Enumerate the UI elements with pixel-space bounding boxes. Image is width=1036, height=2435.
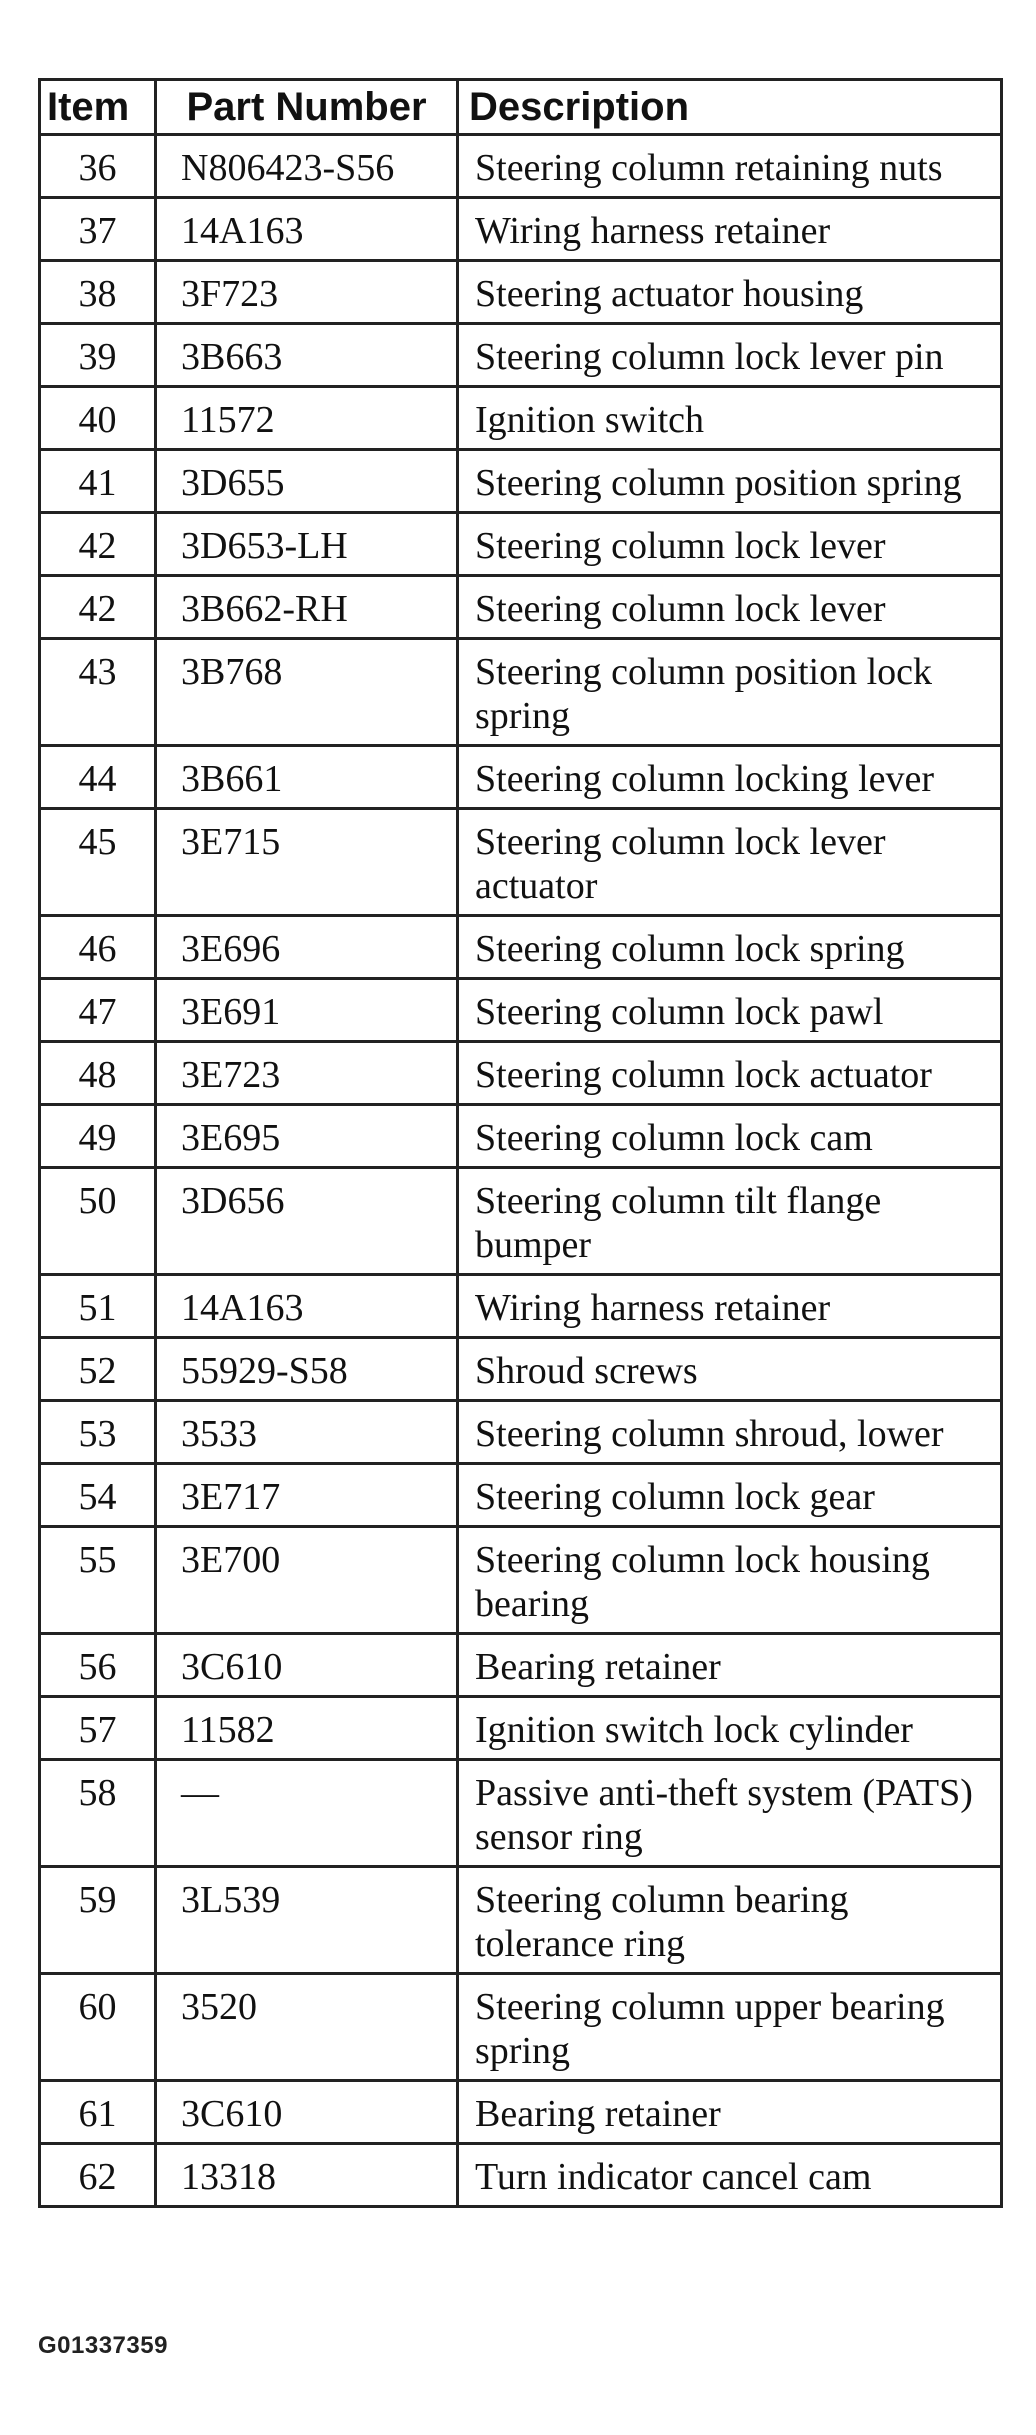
description-cell: Steering column lock cam — [458, 1105, 1002, 1168]
part-number-cell: 3D655 — [156, 450, 458, 513]
table-row — [40, 639, 1002, 746]
item-cell: 61 — [40, 2081, 156, 2144]
description-cell: Steering column lock lever — [458, 513, 1002, 576]
table-row — [40, 1401, 1002, 1464]
item-cell: 42 — [40, 576, 156, 639]
table-row — [40, 1867, 1002, 1974]
table-row — [40, 1168, 1002, 1275]
part-number-cell: 3E691 — [156, 979, 458, 1042]
part-number-cell: 3520 — [156, 1974, 458, 2081]
description-cell: Ignition switch — [458, 387, 1002, 450]
item-cell: 44 — [40, 746, 156, 809]
part-number-cell: 3E696 — [156, 916, 458, 979]
item-cell: 49 — [40, 1105, 156, 1168]
table-row — [40, 1105, 1002, 1168]
table-row — [40, 513, 1002, 576]
item-cell: 59 — [40, 1867, 156, 1974]
table-row — [40, 1634, 1002, 1697]
part-number-cell: 3E717 — [156, 1464, 458, 1527]
item-cell: 60 — [40, 1974, 156, 2081]
table-row — [40, 1527, 1002, 1634]
parts-table-container — [38, 78, 1000, 2208]
table-row — [40, 979, 1002, 1042]
description-cell: Steering column lock housing bearing — [458, 1527, 1002, 1634]
description-cell: Steering column position lock spring — [458, 639, 1002, 746]
description-cell: Steering column shroud, lower — [458, 1401, 1002, 1464]
part-number-cell: — — [156, 1760, 458, 1867]
description-cell: Steering column lock lever actuator — [458, 809, 1002, 916]
description-cell: Wiring harness retainer — [458, 1275, 1002, 1338]
part-number-cell: 3D656 — [156, 1168, 458, 1275]
part-number-cell: 3B663 — [156, 324, 458, 387]
description-cell: Steering column lock actuator — [458, 1042, 1002, 1105]
table-row — [40, 746, 1002, 809]
item-cell: 36 — [40, 135, 156, 198]
item-cell: 46 — [40, 916, 156, 979]
table-row — [40, 198, 1002, 261]
part-number-cell: 3C610 — [156, 1634, 458, 1697]
table-row — [40, 1760, 1002, 1867]
table-row — [40, 135, 1002, 198]
item-cell: 54 — [40, 1464, 156, 1527]
item-cell: 43 — [40, 639, 156, 746]
parts-table-body — [40, 135, 1002, 2207]
part-number-cell: 3D653-LH — [156, 513, 458, 576]
description-cell: Steering column bearing tolerance ring — [458, 1867, 1002, 1974]
description-cell: Ignition switch lock cylinder — [458, 1697, 1002, 1760]
item-cell: 50 — [40, 1168, 156, 1275]
description-cell: Steering column tilt flange bumper — [458, 1168, 1002, 1275]
description-cell: Steering column retaining nuts — [458, 135, 1002, 198]
part-number-cell: 3B661 — [156, 746, 458, 809]
figure-id: G01337359 — [38, 2332, 168, 2359]
table-row — [40, 916, 1002, 979]
table-row — [40, 1042, 1002, 1105]
item-cell: 39 — [40, 324, 156, 387]
part-number-cell: 3533 — [156, 1401, 458, 1464]
item-cell: 55 — [40, 1527, 156, 1634]
part-number-cell: 11582 — [156, 1697, 458, 1760]
description-cell: Wiring harness retainer — [458, 198, 1002, 261]
item-cell: 57 — [40, 1697, 156, 1760]
item-cell: 41 — [40, 450, 156, 513]
table-row — [40, 1464, 1002, 1527]
part-number-cell: N806423-S56 — [156, 135, 458, 198]
part-number-cell: 3E695 — [156, 1105, 458, 1168]
item-cell: 45 — [40, 809, 156, 916]
item-cell: 62 — [40, 2144, 156, 2207]
header-description: Description — [458, 80, 1002, 135]
description-cell: Steering actuator housing — [458, 261, 1002, 324]
table-row — [40, 1697, 1002, 1760]
part-number-cell: 55929-S58 — [156, 1338, 458, 1401]
table-row — [40, 1275, 1002, 1338]
table-row — [40, 1338, 1002, 1401]
header-item: Item — [40, 80, 156, 135]
part-number-cell: 3F723 — [156, 261, 458, 324]
description-cell: Steering column lock lever — [458, 576, 1002, 639]
description-cell: Steering column lock pawl — [458, 979, 1002, 1042]
part-number-cell: 3B768 — [156, 639, 458, 746]
table-row — [40, 387, 1002, 450]
description-cell: Steering column lock lever pin — [458, 324, 1002, 387]
table-header-row — [40, 80, 1002, 135]
item-cell: 47 — [40, 979, 156, 1042]
description-cell: Steering column lock gear — [458, 1464, 1002, 1527]
part-number-cell: 3E715 — [156, 809, 458, 916]
part-number-cell: 14A163 — [156, 1275, 458, 1338]
item-cell: 53 — [40, 1401, 156, 1464]
item-cell: 48 — [40, 1042, 156, 1105]
description-cell: Steering column locking lever — [458, 746, 1002, 809]
parts-table — [38, 78, 1003, 2208]
part-number-cell: 14A163 — [156, 198, 458, 261]
table-row — [40, 1974, 1002, 2081]
item-cell: 51 — [40, 1275, 156, 1338]
item-cell: 52 — [40, 1338, 156, 1401]
item-cell: 56 — [40, 1634, 156, 1697]
table-row — [40, 261, 1002, 324]
description-cell: Shroud screws — [458, 1338, 1002, 1401]
description-cell: Steering column lock spring — [458, 916, 1002, 979]
table-row — [40, 2144, 1002, 2207]
description-cell: Bearing retainer — [458, 1634, 1002, 1697]
part-number-cell: 3E700 — [156, 1527, 458, 1634]
table-row — [40, 324, 1002, 387]
item-cell: 58 — [40, 1760, 156, 1867]
header-part-number: Part Number — [156, 80, 458, 135]
part-number-cell: 13318 — [156, 2144, 458, 2207]
part-number-cell: 3E723 — [156, 1042, 458, 1105]
table-row — [40, 576, 1002, 639]
table-row — [40, 809, 1002, 916]
description-cell: Steering column upper bearing spring — [458, 1974, 1002, 2081]
item-cell: 42 — [40, 513, 156, 576]
part-number-cell: 3C610 — [156, 2081, 458, 2144]
item-cell: 40 — [40, 387, 156, 450]
table-row — [40, 450, 1002, 513]
table-row — [40, 2081, 1002, 2144]
part-number-cell: 3B662-RH — [156, 576, 458, 639]
description-cell: Passive anti-theft system (PATS) sensor ring — [458, 1760, 1002, 1867]
item-cell: 37 — [40, 198, 156, 261]
description-cell: Bearing retainer — [458, 2081, 1002, 2144]
part-number-cell: 11572 — [156, 387, 458, 450]
part-number-cell: 3L539 — [156, 1867, 458, 1974]
item-cell: 38 — [40, 261, 156, 324]
description-cell: Turn indicator cancel cam — [458, 2144, 1002, 2207]
description-cell: Steering column position spring — [458, 450, 1002, 513]
